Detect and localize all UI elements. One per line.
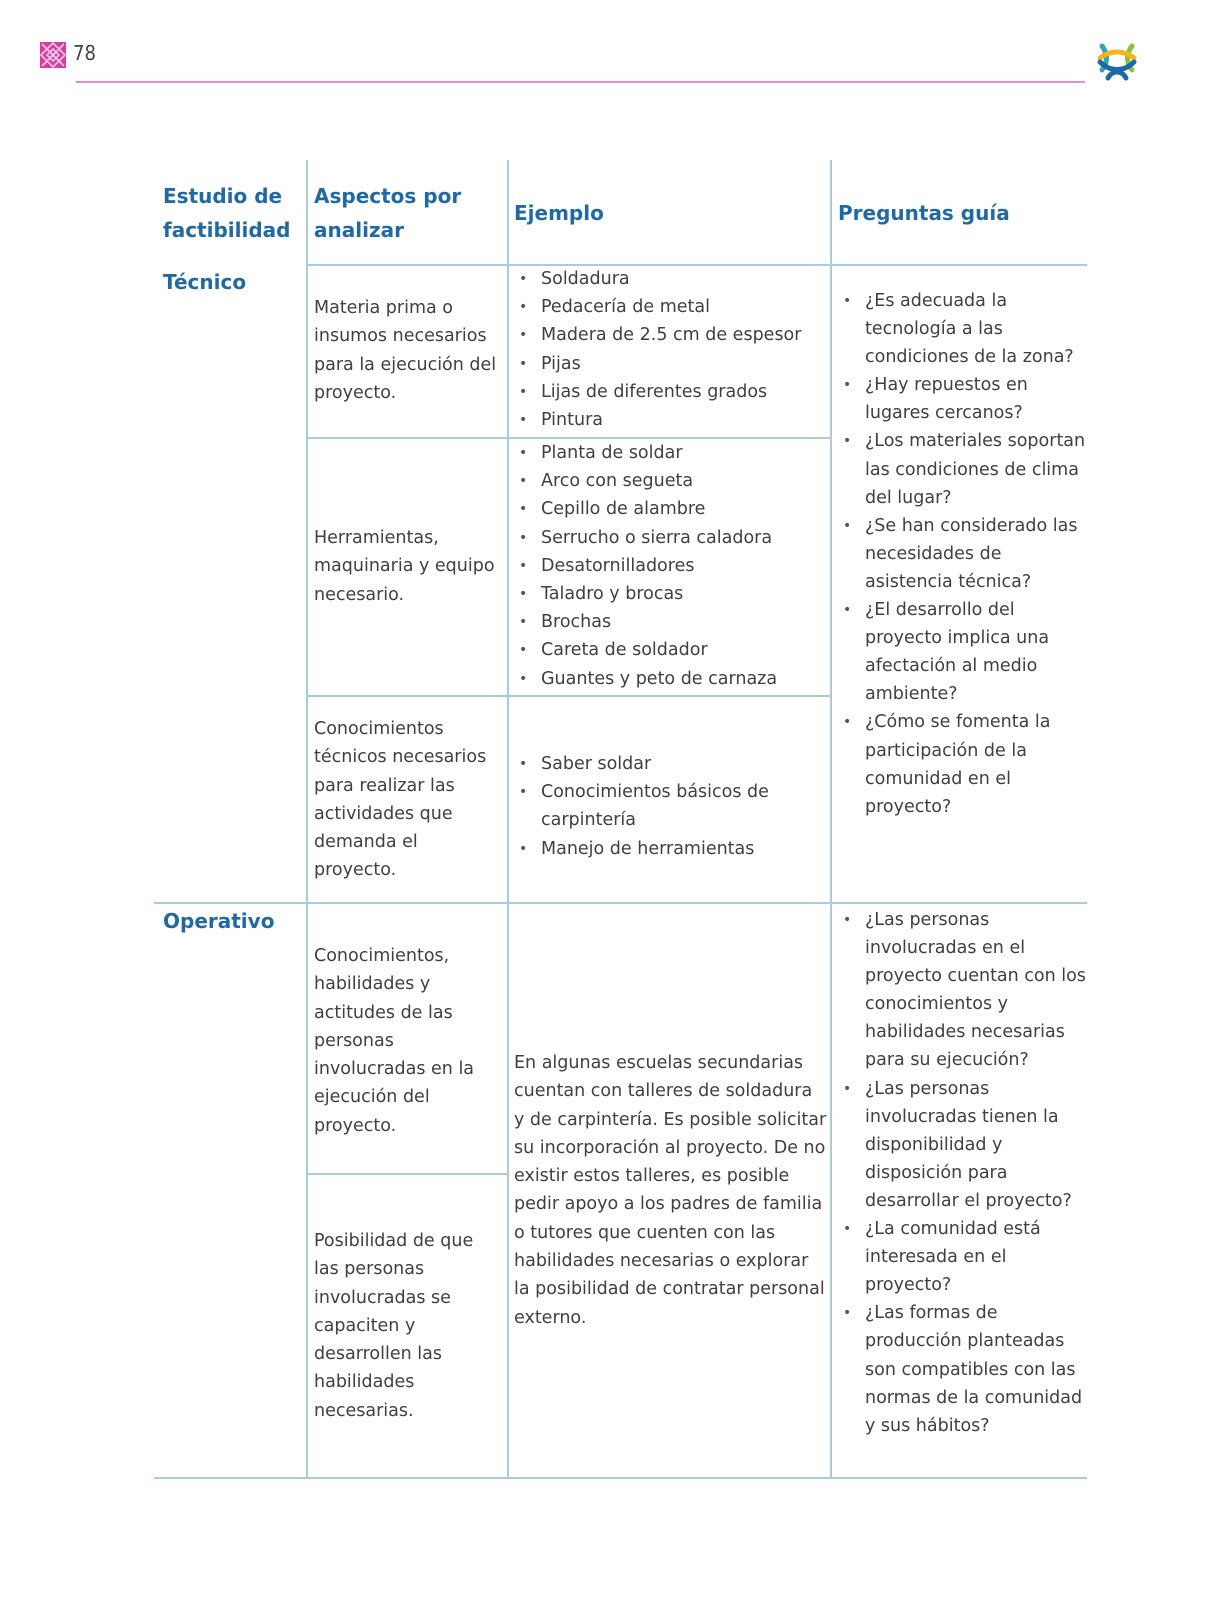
example-operativo: En algunas escuelas secundarias cuentan con talleres de soldadura y de carpintería. Es posible solicitar su incorporación al proyecto. De no existir estos talleres, es posible pedir apoyo a los padres de familia o tutores que cuenten con las habilidades necesarias o explorar la posibilidad de contratar personal externo. xyxy=(514,1053,827,1328)
list-item: • Taladro y brocas xyxy=(514,580,826,608)
list-item: • ¿Las personas involucradas en el proyecto cuentan con los conocimientos y habilidades necesarias para su ejecución? xyxy=(838,906,1086,1075)
grid-line xyxy=(507,160,509,1478)
list-item: • Manejo de herramientas xyxy=(514,835,826,863)
list-item: • Conocimientos básicos de carpintería xyxy=(514,778,826,834)
list-item: • Planta de soldar xyxy=(514,439,826,467)
grid-line xyxy=(306,160,308,1478)
list-item: • Saber soldar xyxy=(514,750,826,778)
grid-line xyxy=(154,902,1087,904)
list-item: • ¿La comunidad está interesada en el proyecto? xyxy=(838,1215,1086,1299)
list-item: • ¿Cómo se fomenta la participación de la comunidad en el proyecto? xyxy=(838,708,1086,820)
list-item: • Careta de soldador xyxy=(514,636,826,664)
aspect-technical-knowledge: Conocimientos técnicos necesarios para realizar las actividades que demanda el proyecto. xyxy=(314,719,487,881)
multicolor-knot-logo xyxy=(1094,40,1140,86)
aspect-tools: Herramientas, maquinaria y equipo necesario. xyxy=(314,528,495,605)
grid-line xyxy=(306,695,830,697)
list-item: • ¿Los materiales soportan las condiciones de clima del lugar? xyxy=(838,427,1086,511)
list-item: • ¿El desarrollo del proyecto implica una afectación al medio ambiente? xyxy=(838,596,1086,708)
page-number: 78 xyxy=(73,41,96,65)
list-item: • Serrucho o sierra caladora xyxy=(514,524,826,552)
list-item: • Guantes y peto de carnaza xyxy=(514,665,826,693)
list-item: • Madera de 2.5 cm de espesor xyxy=(514,321,826,349)
header-aspects: Aspectos por analizar xyxy=(314,184,462,242)
list-item: • Soldadura xyxy=(514,265,826,293)
examples-tools xyxy=(514,439,826,693)
list-item: • Cepillo de alambre xyxy=(514,495,826,523)
list-item: • Brochas xyxy=(514,608,826,636)
grid-line xyxy=(154,1477,1087,1479)
header-questions: Preguntas guía xyxy=(838,201,1010,225)
aspect-raw-materials: Materia prima o insumos necesarios para la ejecución del proyecto. xyxy=(314,298,497,403)
header-rule xyxy=(76,81,1085,83)
list-item: • Desatornilladores xyxy=(514,552,826,580)
list-item: • Lijas de diferentes grados xyxy=(514,378,826,406)
category-tecnico: Técnico xyxy=(163,270,247,294)
examples-technical-knowledge xyxy=(514,750,826,863)
list-item: • Arco con segueta xyxy=(514,467,826,495)
list-item: • Pijas xyxy=(514,350,826,378)
aspect-skills: Conocimientos, habilidades y actitudes de las personas involucradas en la ejecución del proyecto. xyxy=(314,946,475,1136)
questions-operativo xyxy=(838,906,1086,1440)
header-study: Estudio de factibilidad xyxy=(163,184,291,242)
category-operativo: Operativo xyxy=(163,909,275,933)
list-item: • ¿Las formas de producción planteadas son compatibles con las normas de la comunidad y sus hábitos? xyxy=(838,1299,1086,1439)
list-item: • Pedacería de metal xyxy=(514,293,826,321)
pink-pattern-icon xyxy=(40,42,66,68)
aspect-training: Posibilidad de que las personas involucradas se capaciten y desarrollen las habilidades necesarias. xyxy=(314,1231,474,1421)
list-item: • ¿Las personas involucradas tienen la disponibilidad y disposición para desarrollar el proyecto? xyxy=(838,1075,1086,1215)
questions-tecnico xyxy=(838,287,1086,821)
list-item: • ¿Se han considerado las necesidades de asistencia técnica? xyxy=(838,512,1086,596)
grid-line xyxy=(830,160,832,1478)
list-item: • Pintura xyxy=(514,406,826,434)
grid-line xyxy=(306,1173,507,1175)
examples-raw-materials xyxy=(514,265,826,434)
list-item: • ¿Hay repuestos en lugares cercanos? xyxy=(838,371,1086,427)
header-example: Ejemplo xyxy=(514,201,604,225)
list-item: • ¿Es adecuada la tecnología a las condiciones de la zona? xyxy=(838,287,1086,371)
